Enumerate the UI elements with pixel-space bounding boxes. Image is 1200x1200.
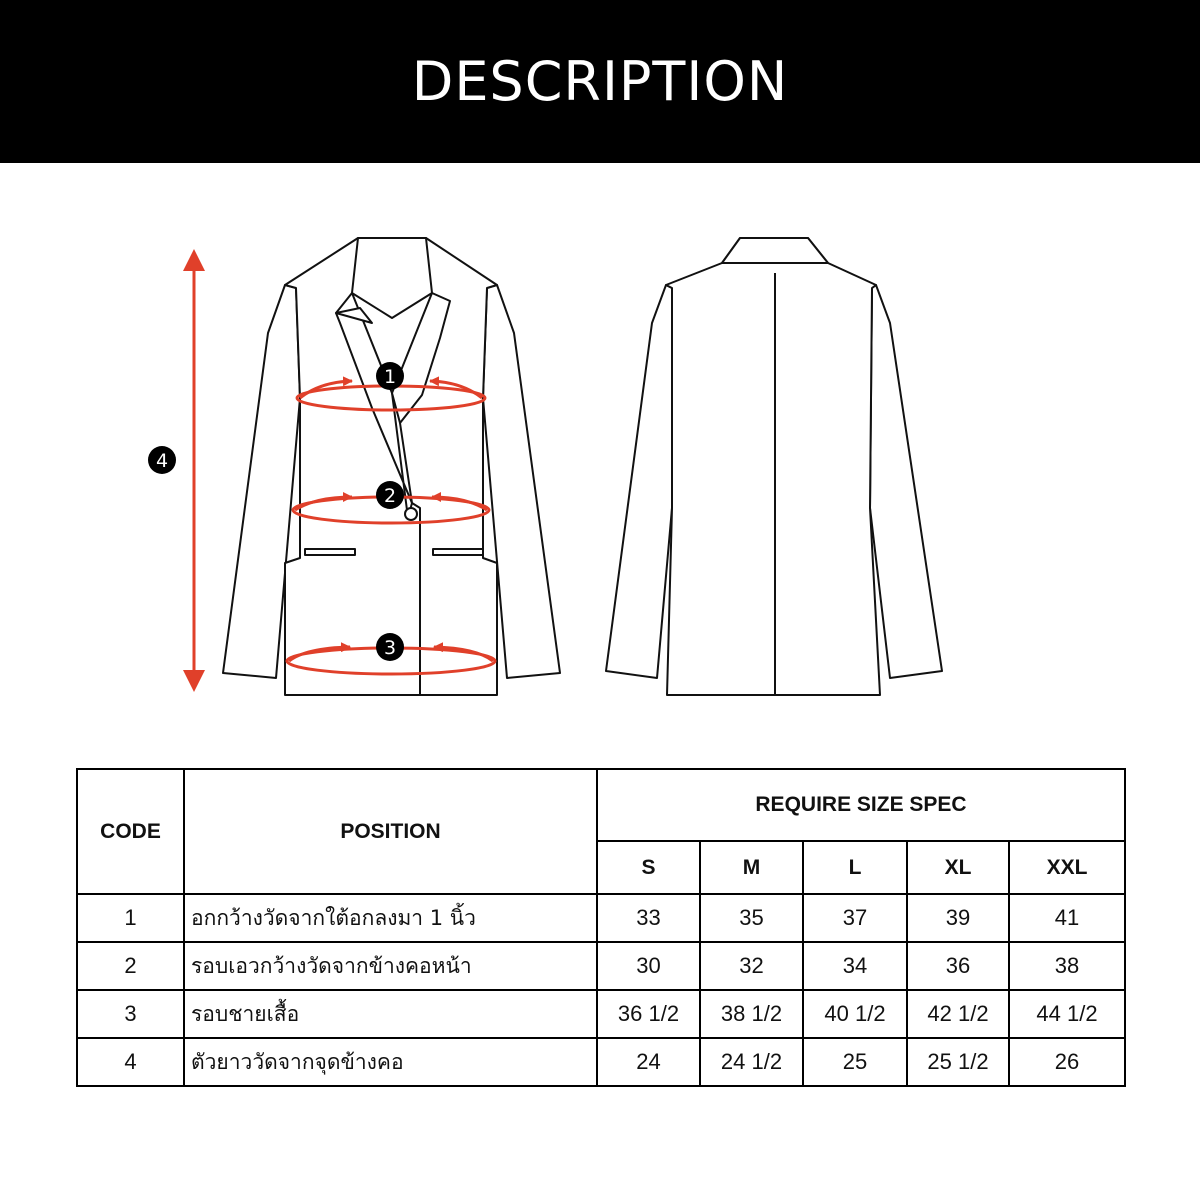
marker-1: [376, 362, 404, 390]
svg-text:1: 1: [383, 366, 397, 388]
value-cell: 25: [803, 1038, 907, 1086]
position-cell: ตัวยาววัดจากจุดข้างคอ: [184, 1038, 597, 1086]
value-cell: 32: [700, 942, 803, 990]
marker-4: [148, 446, 176, 474]
code-header: CODE: [77, 769, 184, 894]
value-cell: 38: [1009, 942, 1125, 990]
size-header: XL: [907, 841, 1009, 894]
value-cell: 40 1/2: [803, 990, 907, 1038]
svg-text:2: 2: [383, 485, 397, 507]
size-header: XXL: [1009, 841, 1125, 894]
value-cell: 34: [803, 942, 907, 990]
page-title: DESCRIPTION: [411, 50, 789, 113]
position-cell: อกกว้างวัดจากใต้อกลงมา 1 นิ้ว: [184, 894, 597, 942]
code-cell: 2: [77, 942, 184, 990]
code-cell: 3: [77, 990, 184, 1038]
value-cell: 24: [597, 1038, 700, 1086]
value-cell: 26: [1009, 1038, 1125, 1086]
size-header: S: [597, 841, 700, 894]
table-row: [77, 990, 1125, 1038]
value-cell: 24 1/2: [700, 1038, 803, 1086]
size-header: L: [803, 841, 907, 894]
spec-header: REQUIRE SIZE SPEC: [597, 769, 1125, 841]
jacket-front-drawing: [223, 238, 560, 695]
size-spec-table: [76, 768, 1126, 1087]
value-cell: 25 1/2: [907, 1038, 1009, 1086]
value-cell: 36: [907, 942, 1009, 990]
table-row: [77, 1038, 1125, 1086]
code-cell: 4: [77, 1038, 184, 1086]
value-cell: 44 1/2: [1009, 990, 1125, 1038]
value-cell: 33: [597, 894, 700, 942]
code-cell: 1: [77, 894, 184, 942]
value-cell: 39: [907, 894, 1009, 942]
size-header: M: [700, 841, 803, 894]
length-arrow: [183, 249, 205, 692]
jacket-back-drawing: [606, 238, 942, 695]
svg-text:4: 4: [155, 450, 169, 472]
table-row: [77, 894, 1125, 942]
svg-text:3: 3: [383, 637, 397, 659]
marker-2: [376, 481, 404, 509]
position-header: POSITION: [184, 769, 597, 894]
value-cell: 36 1/2: [597, 990, 700, 1038]
marker-3: [376, 633, 404, 661]
table-row: [77, 942, 1125, 990]
value-cell: 41: [1009, 894, 1125, 942]
value-cell: 38 1/2: [700, 990, 803, 1038]
value-cell: 35: [700, 894, 803, 942]
header-bar: [0, 0, 1200, 163]
jacket-diagram: [0, 163, 1200, 763]
value-cell: 37: [803, 894, 907, 942]
value-cell: 30: [597, 942, 700, 990]
position-cell: รอบชายเสื้อ: [184, 990, 597, 1038]
value-cell: 42 1/2: [907, 990, 1009, 1038]
position-cell: รอบเอวกว้างวัดจากข้างคอหน้า: [184, 942, 597, 990]
